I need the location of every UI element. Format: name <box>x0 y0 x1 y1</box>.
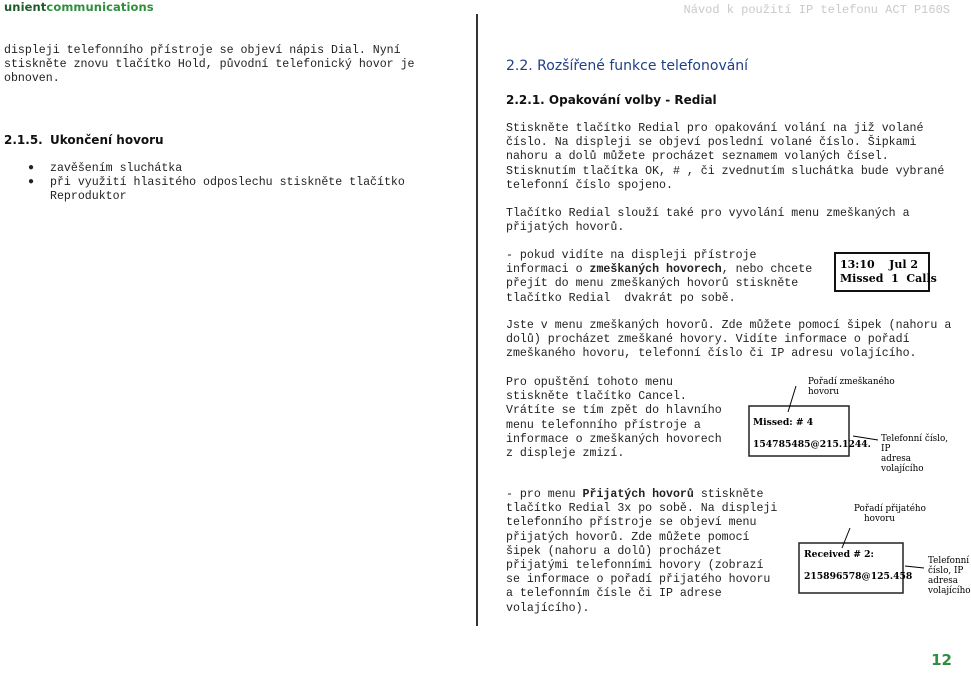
cancel-paragraph: Pro opuštění tohoto menu stiskněte tlačítko Cancel. Vrátíte se tím zpět do hlavního menu telefonního přístroje a informace o zmeškaných hovorech z displeje zmizí. <box>506 376 722 461</box>
list-item: ● zavěšením sluchátka <box>28 162 183 175</box>
missed-number: 154785485@215.1244. <box>753 439 871 450</box>
missed-count: Missed: # 4 <box>753 417 814 428</box>
section-heading-2-2: 2.2. Rozšířené funkce telefonování <box>506 58 749 74</box>
redial-paragraph: Stiskněte tlačítko Redial pro opakování volání na již volané číslo. Na displeji se objeví poslední volané číslo. Šipkami nahoru a dolů můžete procházet seznamem volaných čísel. Stisknutím tlačítka OK, # , či zvednutím sluchátka bude vybrané telefonní číslo spojeno. <box>506 122 945 192</box>
document-title: Návod k použití IP telefonu ACT P160S <box>683 3 950 17</box>
section-heading-2-2-1: 2.2.1. Opakování volby - Redial <box>506 93 717 107</box>
missed-calls-instructions: - pokud vidíte na displeji přístroje informaci o zmeškaných hovorech, nebo chcete přejít do menu zmeškaných hovorů stiskněte tlačítko Redial dvakrát po sobě. <box>506 249 813 305</box>
label-received-order: Pořadí přijatého hovoru <box>854 504 926 524</box>
column-divider <box>476 14 478 626</box>
label-missed-order: Pořadí zmeškaného hovoru <box>808 377 895 397</box>
intro-paragraph: displeji telefonního přístroje se objeví nápis Dial. Nyní stiskněte znovu tlačítko Hold, původní telefonický hovor je obnoven. <box>4 44 415 86</box>
list-item: ● při využití hlasitého odposlechu stiskněte tlačítko <box>28 176 405 190</box>
received-call-display-figure <box>798 498 971 606</box>
redial-menu-paragraph: Tlačítko Redial slouží také pro vyvolání menu zmeškaných a přijatých hovorů. <box>506 207 910 235</box>
received-calls-paragraph: - pro menu Přijatých hovorů stiskněte tlačítko Redial 3x po sobě. Na displeji telefonního přístroje se objeví menu přijatých hovorů. Zde můžete pomocí šipek (nahoru a dolů) procházet přijatými telefonními hovory (zobrazí se informace o pořadí přijatého hovoru a telefonním čísle či IP adrese volajícího). <box>506 488 778 615</box>
section-title: Ukončení hovoru <box>50 133 164 147</box>
missed-menu-paragraph: Jste v menu zmeškaných hovorů. Zde můžete pomocí šipek (nahoru a dolů) procházet zmeškané hovory. Vidíte informace o pořadí zmeškaného hovoru, telefonní číslo či IP adresu volajícího. <box>506 319 952 361</box>
label-caller-id: Telefonní číslo, IP adresa volajícího <box>881 434 949 474</box>
received-count: Received # 2: <box>804 549 874 560</box>
section-number: 2.1.5. <box>4 133 43 147</box>
bullet-list <box>28 162 405 205</box>
received-number: 215896578@125.458 <box>804 571 913 582</box>
label-caller-id: Telefonní číslo, IP adresa volajícího <box>928 556 971 596</box>
missed-call-display-figure <box>748 370 956 474</box>
list-item-continuation: Reproduktor <box>50 190 127 204</box>
company-logo: unientcommunications <box>4 0 154 14</box>
page-number: 12 <box>931 651 952 669</box>
phone-display-missed-calls: 13:10 Jul 2 Missed 1 Calls <box>834 252 930 292</box>
